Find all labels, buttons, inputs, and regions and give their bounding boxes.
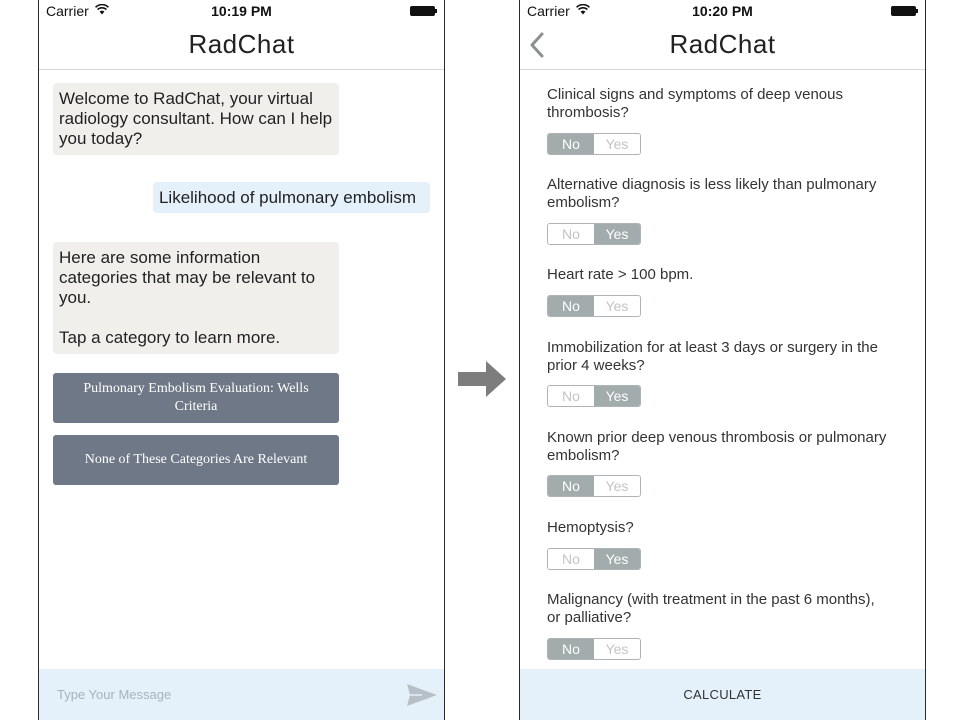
- toggle-no-option[interactable]: No: [548, 549, 594, 569]
- toggle-yes-option[interactable]: Yes: [594, 224, 640, 244]
- toggle-immobilization[interactable]: [547, 385, 641, 407]
- category-button-label: None of These Categories Are Relevant: [84, 452, 308, 467]
- toggle-no-option[interactable]: No: [548, 134, 594, 154]
- battery-icon: [891, 6, 918, 16]
- question-immobilization: Immobilization for at least 3 days or surgery in the prior 4 weeks?: [547, 339, 878, 374]
- toggle-no-option[interactable]: No: [548, 386, 594, 406]
- toggle-yes-option[interactable]: Yes: [594, 296, 640, 316]
- question-malignancy: Malignancy (with treatment in the past 6 months), or palliative?: [547, 591, 875, 626]
- toggle-heart-rate[interactable]: [547, 295, 641, 317]
- toggle-alternative-diagnosis[interactable]: [547, 223, 641, 245]
- status-bar: [39, 0, 444, 22]
- nav-bar: [39, 22, 444, 70]
- category-button-none-relevant[interactable]: [53, 435, 339, 485]
- toggle-no-option[interactable]: No: [548, 296, 594, 316]
- toggle-yes-option[interactable]: Yes: [594, 134, 640, 154]
- toggle-hemoptysis[interactable]: [547, 548, 641, 570]
- toggle-yes-option[interactable]: Yes: [594, 639, 640, 659]
- toggle-prior-dvt-pe[interactable]: [547, 475, 641, 497]
- send-icon[interactable]: [406, 682, 438, 708]
- question-prior-dvt-pe: Known prior deep venous thrombosis or pulmonary embolism?: [547, 429, 887, 464]
- toggle-no-option[interactable]: No: [548, 224, 594, 244]
- toggle-yes-option[interactable]: Yes: [594, 549, 640, 569]
- status-bar: [520, 0, 925, 22]
- category-button-wells-criteria[interactable]: [53, 373, 339, 423]
- toggle-yes-option[interactable]: Yes: [594, 386, 640, 406]
- toggle-yes-option[interactable]: Yes: [594, 476, 640, 496]
- arrow-right-icon: [458, 361, 506, 397]
- user-message: Likelihood of pulmonary embolism: [153, 182, 430, 213]
- app-title: RadChat: [188, 29, 295, 59]
- toggle-no-option[interactable]: No: [548, 476, 594, 496]
- message-input-bar: [39, 669, 444, 720]
- carrier-label: Carrier: [527, 3, 570, 19]
- app-title: RadChat: [669, 29, 776, 59]
- question-dvt-signs: Clinical signs and symptoms of deep venous thrombosis?: [547, 86, 843, 121]
- carrier-label: Carrier: [46, 3, 89, 19]
- chat-screen: [38, 0, 445, 720]
- wells-criteria-screen: [519, 0, 926, 720]
- toggle-malignancy[interactable]: [547, 638, 641, 660]
- question-heart-rate: Heart rate > 100 bpm.: [547, 266, 694, 283]
- calculate-button-label: CALCULATE: [683, 687, 762, 702]
- question-alternative-diagnosis: Alternative diagnosis is less likely than pulmonary embolism?: [547, 176, 877, 211]
- calculate-button[interactable]: [520, 669, 925, 720]
- status-time: 10:20 PM: [692, 3, 753, 19]
- battery-icon: [410, 6, 437, 16]
- message-input[interactable]: [57, 681, 387, 707]
- bot-message-welcome: Welcome to RadChat, your virtual radiology consultant. How can I help you today?: [53, 83, 339, 155]
- bot-message-categories: Here are some information categories that may be relevant to you. Tap a category to learn more.: [53, 242, 339, 354]
- nav-bar: [520, 22, 925, 70]
- toggle-dvt-signs[interactable]: [547, 133, 641, 155]
- status-time: 10:19 PM: [211, 3, 272, 19]
- category-button-label: Pulmonary Embolism Evaluation: Wells Criteria: [83, 381, 309, 414]
- toggle-no-option[interactable]: No: [548, 639, 594, 659]
- question-hemoptysis: Hemoptysis?: [547, 519, 634, 536]
